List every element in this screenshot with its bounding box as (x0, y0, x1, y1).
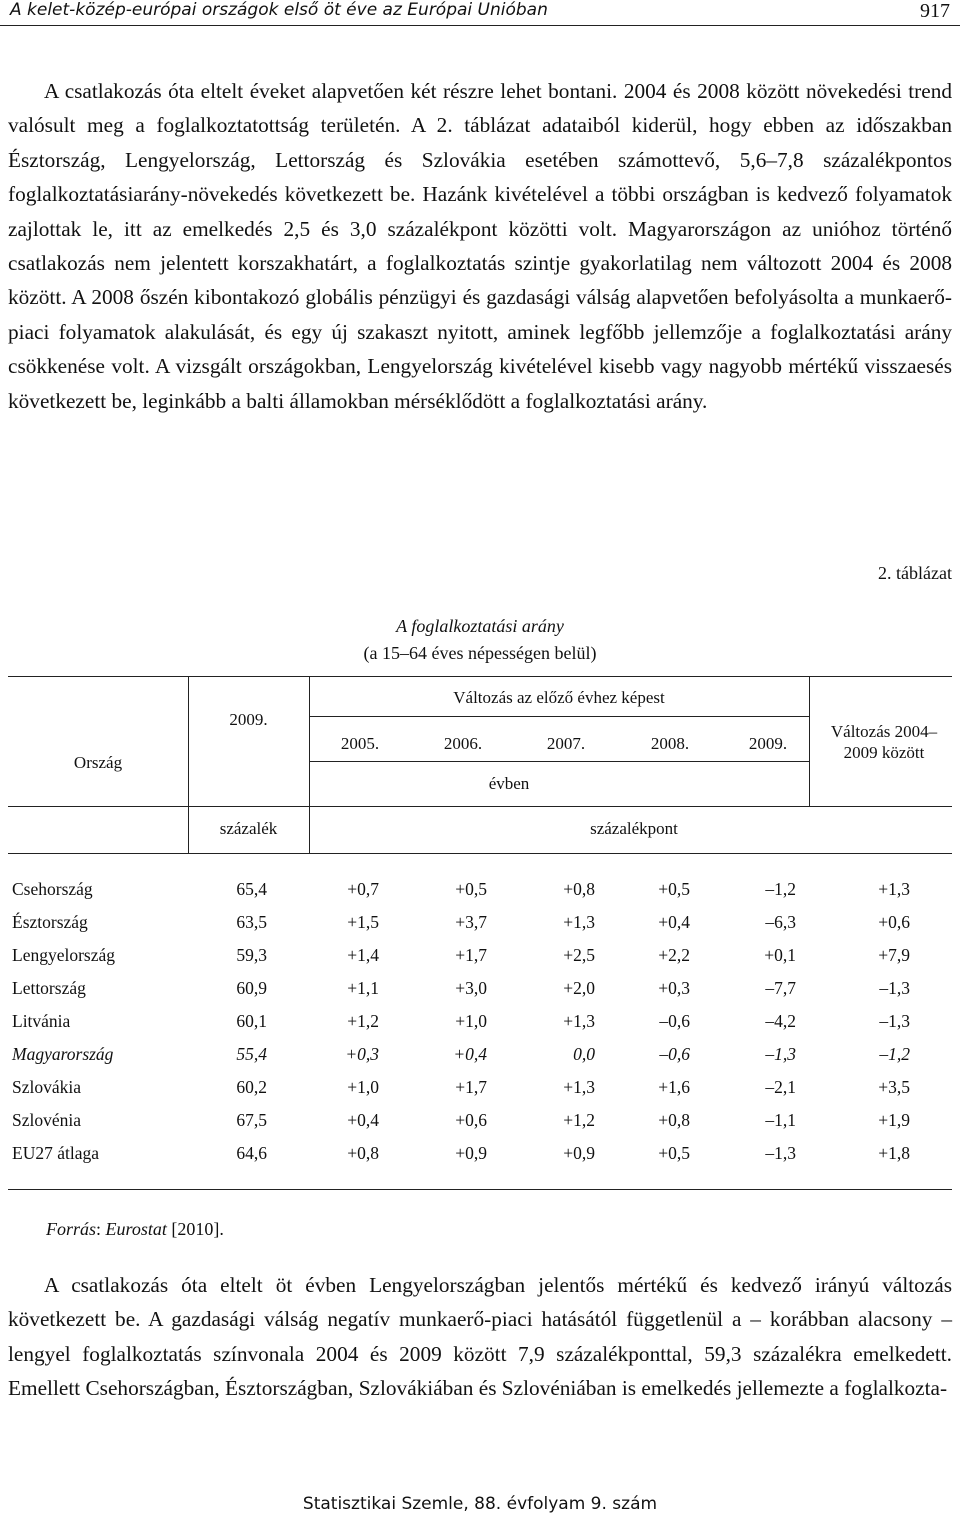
header-country: Ország (73, 753, 123, 772)
country-cell: Csehország (12, 879, 93, 899)
change-2005-cell: +1,4 (347, 945, 379, 965)
change-2007-cell: +2,0 (563, 978, 595, 998)
change-total-cell: +1,3 (878, 879, 910, 899)
table-row (0, 974, 960, 1004)
change-2005-cell: +0,7 (347, 879, 379, 899)
header-2009-value: 2009. (229, 710, 268, 729)
header-year-2007: 2007. (546, 734, 586, 753)
change-2006-cell: +1,0 (455, 1011, 487, 1031)
change-2008-cell: +2,2 (658, 945, 690, 965)
change-2005-cell: +0,3 (345, 1044, 379, 1064)
change-2005-cell: +0,4 (347, 1110, 379, 1130)
running-head (0, 0, 960, 22)
change-2006-cell: +1,7 (455, 945, 487, 965)
table-bottom-rule (8, 1189, 952, 1190)
change-2006-cell: +0,6 (455, 1110, 487, 1130)
country-cell: Észtország (12, 912, 88, 932)
change-total-cell: +1,8 (878, 1143, 910, 1163)
running-head-title: A kelet-közép-európai országok első öt éve az Európai Unióban (10, 0, 548, 20)
country-cell: Lengyelország (12, 945, 116, 965)
header-rule (0, 25, 960, 26)
header-unit-points: százalékpont (590, 819, 678, 838)
header-change-total-line1: Változás 2004– (830, 722, 938, 741)
value-2009-cell: 60,2 (236, 1077, 267, 1097)
value-2009-cell: 65,4 (236, 879, 267, 899)
change-2008-cell: –0,6 (659, 1011, 690, 1031)
table-row (0, 1040, 960, 1070)
change-2007-cell: +1,3 (563, 912, 595, 932)
change-2006-cell: +0,4 (453, 1044, 487, 1064)
table-row (0, 1007, 960, 1037)
table-row (0, 941, 960, 971)
change-2007-cell: +0,9 (563, 1143, 595, 1163)
table-row (0, 1139, 960, 1169)
table-subtitle: (a 15–64 éves népességen belül) (363, 643, 597, 663)
change-2009-cell: –7,7 (765, 978, 796, 998)
change-2005-cell: +0,8 (347, 1143, 379, 1163)
value-2009-cell: 64,6 (236, 1143, 267, 1163)
change-2009-cell: –1,2 (765, 879, 796, 899)
change-2009-cell: –2,1 (765, 1077, 796, 1097)
change-2009-cell: –6,3 (765, 912, 796, 932)
change-2008-cell: +0,8 (658, 1110, 690, 1130)
header-year-2005: 2005. (340, 734, 380, 753)
header-year-2006: 2006. (443, 734, 483, 753)
header-change-rule (309, 716, 809, 717)
header-year-2008: 2008. (650, 734, 690, 753)
country-cell: Litvánia (12, 1011, 71, 1031)
change-2009-cell: –1,3 (765, 1044, 796, 1064)
change-2007-cell: +2,5 (563, 945, 595, 965)
change-total-cell: –1,3 (879, 1011, 910, 1031)
country-cell: Szlovákia (12, 1077, 82, 1097)
change-2007-cell: +1,2 (563, 1110, 595, 1130)
page-number: 917 (920, 0, 950, 22)
change-total-cell: +7,9 (878, 945, 910, 965)
change-2007-cell: 0,0 (573, 1044, 595, 1064)
change-2009-cell: –1,1 (765, 1110, 796, 1130)
header-year-2009: 2009. (748, 734, 788, 753)
change-total-cell: –1,2 (879, 1044, 910, 1064)
change-2008-cell: +0,5 (658, 879, 690, 899)
country-cell: Lettország (12, 978, 86, 998)
value-2009-cell: 55,4 (236, 1044, 267, 1064)
country-cell: EU27 átlaga (12, 1143, 99, 1163)
table-row (0, 875, 960, 905)
paragraph-1-text: A csatlakozás óta eltelt éveket alapvetően két részre lehet bontani. 2004 és 2008 között növekedési trend valósult meg a foglalkoztatottság területén. A 2. táblázat adataiból kiderül, hogy ebben az időszakban Észtország, Lengyelország, Lettország és Szlovákia esetében számottevő, 5,6–7,8 százalékpontos foglalkoztatásiarány-növekedés következett be. Hazánk kivételével a többi országban is kedvező folyamatok zajlottak le, itt az emelkedés 2,5 és 3,0 százalékpont közötti volt. Magyarországon az unióhoz történő csatlakozás nem jelentett korszakhatárt, a foglalkoztatás szintje gyakorlatilag nem változott 2004 és 2008 között. A 2008 őszén kibontakozó globális pénzügyi és gazdasági válság alapvetően befolyásolta a munkaerő-piaci folyamatok alakulását, és egy új szakaszt nyitott, aminek legfőbb jellemzője a foglalkoztatási arány csökkenése volt. A vizsgált országokban, Lengyelország kivételével kisebb vagy nagyobb mértékű visszaesés következett be, leginkább a balti államokban mérséklődött a foglalkoztatási arány. (8, 79, 952, 413)
change-2008-cell: +1,6 (658, 1077, 690, 1097)
change-2009-cell: –4,2 (765, 1011, 796, 1031)
header-years-rule (309, 761, 809, 762)
change-2006-cell: +0,9 (455, 1143, 487, 1163)
change-2005-cell: +1,1 (347, 978, 379, 998)
table-row (0, 1106, 960, 1136)
change-total-cell: +0,6 (878, 912, 910, 932)
change-2006-cell: +0,5 (455, 879, 487, 899)
table-source: Forrás: Eurostat [2010]. (46, 1219, 224, 1239)
table-row (0, 908, 960, 938)
body-paragraph-1 (8, 74, 952, 418)
source-label: Forrás (46, 1219, 97, 1239)
table-row (0, 1073, 960, 1103)
header-in-year: évben (488, 774, 530, 793)
change-2009-cell: +0,1 (764, 945, 796, 965)
value-2009-cell: 67,5 (236, 1110, 267, 1130)
value-2009-cell: 60,9 (236, 978, 267, 998)
paragraph-2-text: A csatlakozás óta eltelt öt évben Lengyelországban jelentős mértékű és kedvező irányú változás következett be. A gazdasági válság negatív munkaerő-piaci hatásától függetlenül a – korábban alacsony – lengyel foglalkoztatás színvonala 2004 és 2009 között 7,9 százalékponttal, 59,3 százalékra emelkedett. Emellett Csehországban, Észtországban, Szlovákiában és Szlovéniában is emelkedés jellemezte a foglalkozta- (8, 1273, 952, 1401)
change-total-cell: –1,3 (879, 978, 910, 998)
header-unit-rule (8, 806, 952, 807)
change-2005-cell: +1,0 (347, 1077, 379, 1097)
change-2008-cell: +0,3 (658, 978, 690, 998)
value-2009-cell: 60,1 (236, 1011, 267, 1031)
source-year: [2010]. (171, 1219, 224, 1239)
header-change-total-line2: 2009 között (843, 743, 925, 762)
country-cell: Szlovénia (12, 1110, 82, 1130)
change-2006-cell: +1,7 (455, 1077, 487, 1097)
change-2008-cell: –0,6 (659, 1044, 690, 1064)
header-bottom-rule (8, 853, 952, 854)
change-total-cell: +3,5 (878, 1077, 910, 1097)
change-2007-cell: +0,8 (563, 879, 595, 899)
change-2007-cell: +1,3 (563, 1011, 595, 1031)
page-footer: Statisztikai Szemle, 88. évfolyam 9. szám (302, 1494, 658, 1514)
body-paragraph-2 (8, 1268, 952, 1406)
change-2006-cell: +3,0 (455, 978, 487, 998)
table-number: 2. táblázat (878, 563, 952, 583)
table-title: A foglalkoztatási arány (396, 616, 564, 636)
source-name: Eurostat (105, 1219, 167, 1239)
change-2007-cell: +1,3 (563, 1077, 595, 1097)
country-cell: Magyarország (12, 1044, 114, 1064)
change-2008-cell: +0,4 (658, 912, 690, 932)
header-change-prev-year: Változás az előző évhez képest (453, 688, 665, 707)
change-2008-cell: +0,5 (658, 1143, 690, 1163)
table-top-rule (8, 676, 952, 677)
value-2009-cell: 59,3 (236, 945, 267, 965)
header-unit-percent: százalék (219, 819, 278, 838)
change-2005-cell: +1,5 (347, 912, 379, 932)
change-2009-cell: –1,3 (765, 1143, 796, 1163)
value-2009-cell: 63,5 (236, 912, 267, 932)
change-total-cell: +1,9 (878, 1110, 910, 1130)
change-2005-cell: +1,2 (347, 1011, 379, 1031)
change-2006-cell: +3,7 (455, 912, 487, 932)
